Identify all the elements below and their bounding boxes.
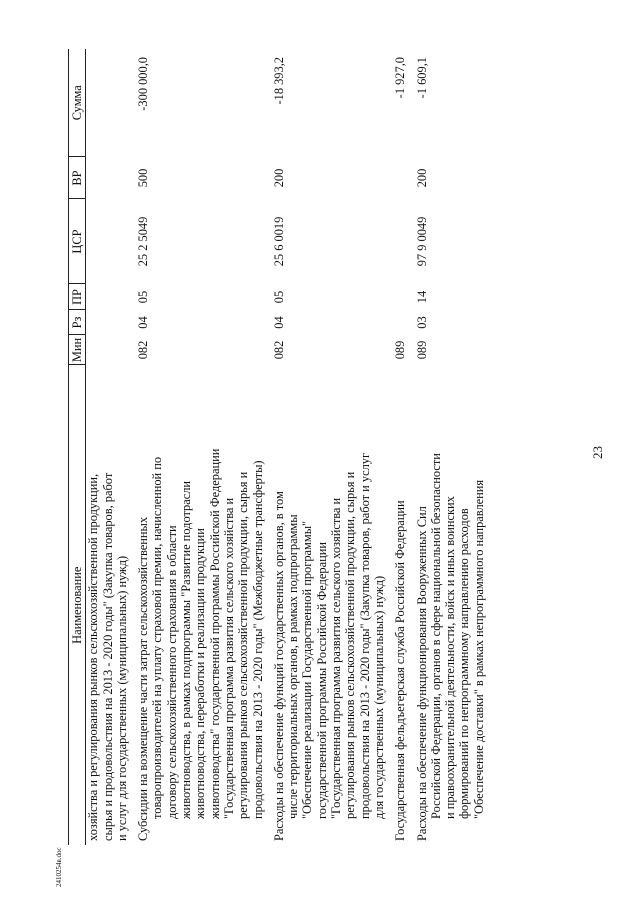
cell-vr: 500 — [136, 168, 151, 188]
header-csr: ЦСР — [69, 199, 86, 284]
name-line: "Государственная программа развития сельского хозяйства и — [221, 497, 236, 819]
cell-csr: 97 9 0049 — [414, 216, 429, 267]
cell-vr: 200 — [414, 168, 429, 188]
name-line: животноводства, переработки и реализации продукции — [193, 528, 208, 819]
cell-csr: 25 6 0019 — [271, 216, 286, 267]
table-row — [272, 49, 393, 845]
cell-pr: 05 — [271, 290, 286, 304]
table-body — [86, 49, 493, 845]
cell-rz: 04 — [271, 316, 286, 329]
name-line: и услуг для государственных (муниципальных) нужд) — [114, 555, 129, 841]
header-sum: Сумма — [69, 49, 86, 157]
cell-csr: 25 2 5049 — [136, 216, 151, 267]
cell-rz — [86, 310, 136, 335]
cell-min: 082 — [136, 340, 151, 360]
header-rz: Рз — [69, 310, 86, 335]
cell-pr: 14 — [414, 290, 429, 304]
row-name — [136, 365, 272, 845]
name-line: животноводства" государственной программы Российской Федерации — [207, 448, 222, 819]
name-line: государственной программы Российской Федерации — [314, 542, 329, 819]
cell-sum: -18 393,2 — [271, 57, 286, 105]
table-row — [86, 49, 136, 845]
row-name — [393, 365, 414, 845]
name-line: "Обеспечение доставки" в рамках непрограммного направления — [471, 479, 486, 819]
cell-pr: 05 — [136, 290, 151, 304]
name-line: Российской Федерации, органов в сфере национальной безопасности — [428, 453, 443, 819]
name-line: формирований по непрограммному направлению расходов — [457, 508, 472, 819]
cell-rz — [393, 310, 414, 335]
cell-rz: 04 — [136, 316, 151, 329]
table-row — [415, 49, 493, 845]
table-row — [393, 49, 414, 845]
header-vr: ВР — [69, 157, 86, 199]
name-line: регулирования рынков сельскохозяйственной продукции, сырья и — [236, 471, 251, 819]
cell-vr: 200 — [271, 168, 286, 188]
cell-sum: -300 000,0 — [136, 57, 151, 111]
name-line: сырья и продовольствия на 2013 - 2020 годы" (Закупка товаров, работ — [100, 472, 115, 841]
cell-vr — [86, 157, 136, 199]
name-line: Расходы на обеспечение функций государственных органов, в том — [271, 491, 286, 841]
page-number: 23 — [590, 446, 605, 459]
name-line: животноводства, в рамках подпрограммы "Развитие подотрасли — [179, 480, 194, 819]
name-line: продовольствия на 2013 - 2020 годы" (Закупка товаров, работ и услуг — [357, 452, 372, 819]
row-name — [415, 365, 493, 845]
name-line: "Государственная программа развития сельского хозяйства и — [329, 497, 344, 819]
name-line: Расходы на обеспечение функционирования Вооруженных Сил — [414, 506, 429, 841]
file-code: 2410254в.doc — [55, 847, 63, 887]
name-line: для государственных (муниципальных) нужд) — [371, 575, 386, 819]
cell-min: 089 — [414, 340, 429, 360]
cell-min — [86, 335, 136, 365]
cell-sum — [86, 49, 136, 157]
name-line: регулирования рынков сельскохозяйственной продукции, сырья и — [343, 471, 358, 819]
cell-sum: -1 927,0 — [393, 57, 408, 99]
name-line: договору сельскохозяйственного страхования в области — [164, 525, 179, 819]
name-line: хозяйства и регулирования рынков сельскохозяйственной продукции, — [86, 473, 101, 841]
cell-pr — [86, 284, 136, 310]
cell-min: 082 — [271, 340, 286, 360]
cell-rz: 03 — [414, 316, 429, 329]
cell-pr — [393, 284, 414, 310]
name-line: числе территориальных органов, в рамках подпрограммы — [286, 514, 301, 819]
budget-table — [68, 49, 493, 845]
row-name — [86, 365, 136, 845]
cell-sum: -1 609,1 — [414, 57, 429, 99]
header-name: Наименование — [69, 365, 86, 845]
cell-csr — [393, 199, 414, 284]
header-pr: ПР — [69, 284, 86, 310]
name-line: Государственная фельдъегерская служба Российской Федерации — [393, 500, 408, 841]
cell-min: 089 — [393, 340, 408, 360]
cell-csr — [86, 199, 136, 284]
table-row — [136, 49, 272, 845]
name-line: Субсидии на возмещение части затрат сельскохозяйственных — [136, 516, 151, 841]
name-line: продовольствия на 2013 - 2020 годы" (Межбюджетные трансферты) — [250, 460, 265, 819]
name-line: и правоохранительной деятельности, войск и иных воинских — [443, 496, 458, 819]
row-name — [272, 365, 393, 845]
table-header — [69, 49, 86, 845]
name-line: "Обеспечение реализации Государственной программы" — [300, 520, 315, 819]
header-min: Мин — [69, 335, 86, 365]
name-line: товаропроизводителей на уплату страховой премии, начисленной по — [150, 456, 165, 819]
cell-vr — [393, 157, 414, 199]
